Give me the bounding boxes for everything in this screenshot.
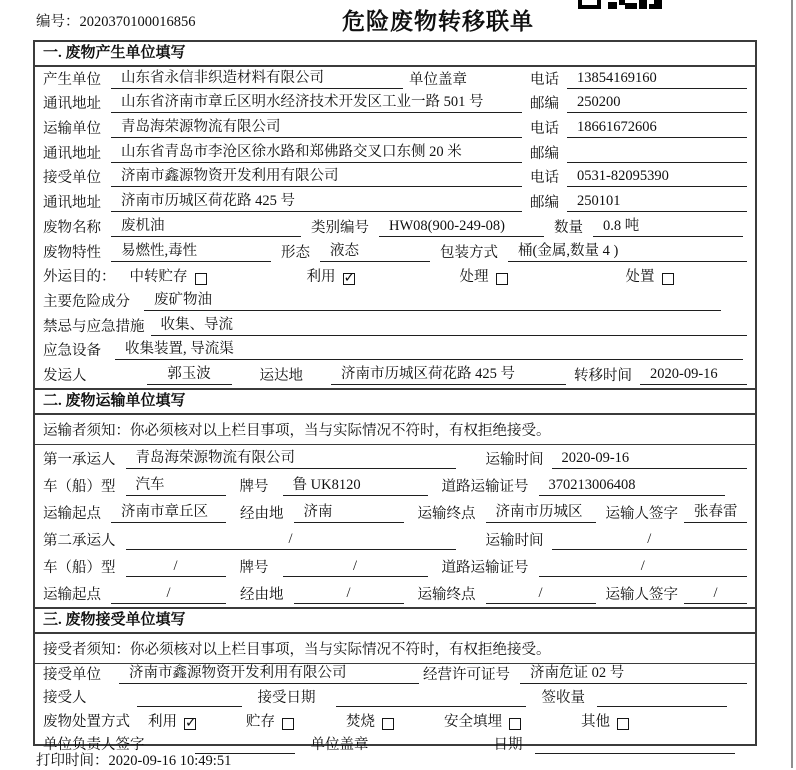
label-carrier-sign-2: 运输人签字 [605,586,678,603]
field-first-carrier: 青岛海荣源物流有限公司 [126,446,456,469]
label-road-permit-2: 道路运输证号 [441,559,529,576]
label-vehicle-type-1: 车（船）型 [43,478,116,495]
field-consignor: 郭玉波 [147,362,232,385]
label-unit-seal-receiver: 单位盖章 [310,736,369,753]
checkbox-treat [496,273,508,285]
receiver-notice: 接受者须知：你必须核对以上栏目事项，当与实际情况不符时，有权拒绝接受。 [35,634,755,664]
row-emergency-equipment [35,339,755,364]
row-second-carrier [35,526,755,553]
print-time [36,749,231,770]
label-receiver-unit: 接受单位 [43,170,101,187]
field-plate-2: / [283,558,428,577]
checkbox-label-disposal-storage: 贮存 [246,713,275,730]
section-producer [35,42,755,388]
field-accepting-unit: 济南市鑫源物资开发利用有限公司 [119,661,419,684]
row-transporter-unit [35,116,755,141]
page-title: 危险废物转移联单 [342,9,534,34]
row-accepting-unit [35,664,755,687]
checkbox-label-utilize: 利用 [306,269,336,286]
label-unit-seal: 单位盖章 [409,71,467,88]
label-category-code: 类别编号 [311,219,369,236]
field-receiver-unit: 济南市鑫源物资开发利用有限公司 [111,164,522,187]
label-license-no: 经营许可证号 [423,667,510,684]
label-plate-2: 牌号 [239,559,269,576]
checkbox-label-disposal-utilize: 利用 [148,713,177,730]
field-waste-name: 废机油 [111,214,301,237]
label-carrier-sign-1: 运输人签字 [605,505,678,522]
label-transporter-zip: 邮编 [530,145,559,162]
label-accepting-unit: 接受单位 [43,667,101,684]
row-receiver-unit [35,166,755,191]
label-transfer-date: 转移时间 [574,367,632,384]
document-number-label: 编号： [36,14,80,30]
label-disposal-method: 废物处置方式 [43,713,130,730]
label-form-state: 形态 [281,244,310,261]
label-origin-2: 运输起点 [43,586,101,603]
field-emergency-measures: 收集、导流 [151,313,748,336]
checkbox-disposal-landfill [509,718,521,730]
label-endpoint-1: 运输终点 [417,505,476,522]
label-transport-date-2: 运输时间 [485,532,544,549]
label-transport-date-1: 运输时间 [485,451,544,468]
label-vehicle-type-2: 车（船）型 [43,559,116,576]
checkbox-label-dispose: 处置 [625,269,655,286]
field-via-2: / [294,585,404,604]
field-endpoint-2: / [486,585,596,604]
field-main-hazard: 废矿物油 [144,288,721,311]
field-form-state: 液态 [320,239,430,262]
field-producer-phone: 13854169160 [567,70,747,89]
section-producer-title: 一. 废物产生单位填写 [35,42,755,67]
section-transport [35,388,755,607]
label-emergency-measures: 禁忌与应急措施 [43,318,145,335]
checkbox-label-disposal-incinerate: 焚烧 [346,713,375,730]
checkbox-utilize [343,273,355,285]
label-receiver-zip: 邮编 [530,195,559,212]
label-outbound-purpose: 外运目的： [43,269,116,286]
option-treat [460,265,508,286]
row-vehicle-1 [35,472,755,499]
checkbox-label-disposal-other: 其他 [581,713,610,730]
label-road-permit-1: 道路运输证号 [441,478,529,495]
row-producer-address [35,92,755,117]
label-emergency-equipment: 应急设备 [43,343,101,360]
label-accept-date: 接受日期 [257,690,316,707]
option-disposal-other [581,710,629,731]
label-transporter-address: 通讯地址 [43,145,101,162]
checkbox-disposal-other [617,718,629,730]
option-disposal-storage [246,710,294,731]
field-plate-1: 鲁 UK8120 [283,473,428,496]
field-category-code: HW08(900-249-08) [379,218,544,237]
label-receiver-address: 通讯地址 [43,195,101,212]
label-main-hazard: 主要危险成分 [43,293,130,310]
label-acceptor: 接受人 [43,690,87,707]
label-producer-zip: 邮编 [530,96,559,113]
option-utilize [307,265,355,286]
field-waste-property: 易燃性,毒性 [111,239,271,262]
transfer-form [33,40,757,753]
field-vehicle-type-1: 汽车 [126,473,226,496]
row-outbound-purpose [35,265,755,290]
label-producer-unit: 产生单位 [43,71,101,88]
option-disposal-incinerate [346,710,394,731]
field-producer-unit: 山东省永信非织造材料有限公司 [111,66,403,89]
row-waste-property [35,240,755,265]
row-emergency-measures [35,314,755,339]
field-carrier-sign-2: / [684,585,747,604]
label-received-amount: 签收量 [541,690,585,707]
checkbox-label-treat: 处理 [459,269,489,286]
field-transfer-date: 2020-09-16 [640,366,747,385]
label-producer-address: 通讯地址 [43,96,101,113]
label-date: 日期 [493,736,523,753]
row-transporter-address [35,141,755,166]
field-transport-date-1: 2020-09-16 [552,450,748,469]
checkbox-label-transfer-storage: 中转贮存 [129,269,188,286]
field-emergency-equipment: 收集装置, 导流渠 [115,337,743,360]
field-destination: 济南市历城区荷花路 425 号 [331,362,566,385]
option-disposal-landfill [444,710,521,731]
field-endpoint-1: 济南市历城区 [486,500,596,523]
field-road-permit-1: 370213006408 [539,477,726,496]
field-received-amount [597,688,727,707]
field-accept-date [336,688,526,707]
option-disposal-utilize [148,710,196,731]
row-route-2 [35,580,755,607]
field-transporter-phone: 18661672606 [567,119,747,138]
print-time-value: 2020-09-16 10:49:51 [108,753,232,769]
field-packaging: 桶(金属,数量 4 ) [508,239,747,262]
option-transfer-storage [130,265,207,286]
field-license-no: 济南危证 02 号 [520,661,747,684]
label-transporter-phone: 电话 [530,121,559,138]
label-quantity: 数量 [554,219,583,236]
checkbox-disposal-storage [282,718,294,730]
checkbox-label-disposal-landfill: 安全填埋 [444,713,502,730]
field-second-carrier: / [126,531,456,550]
field-carrier-sign-1: 张春雷 [684,500,747,523]
label-waste-property: 废物特性 [43,244,101,261]
field-receiver-zip: 250101 [567,193,747,212]
row-producer-unit [35,67,755,92]
row-route-1 [35,499,755,526]
row-consignor [35,363,755,388]
field-receiver-address: 济南市历城区荷花路 425 号 [111,189,522,212]
label-responsible-sign: 单位负责人签字 [43,736,145,753]
section-receiver-title: 三. 废物接受单位填写 [35,607,755,634]
field-receiver-phone: 0531-82095390 [567,168,747,187]
label-destination: 运达地 [259,367,303,384]
checkbox-disposal-incinerate [382,718,394,730]
label-plate-1: 牌号 [239,478,269,495]
label-receiver-phone: 电话 [530,170,559,187]
label-producer-phone: 电话 [530,71,559,88]
row-first-carrier [35,445,755,472]
row-waste-name [35,215,755,240]
field-transporter-unit: 青岛海荣源物流有限公司 [111,115,522,138]
field-transporter-address: 山东省青岛市李沧区徐水路和郑佛路交叉口东侧 20 米 [111,140,522,163]
field-road-permit-2: / [539,558,748,577]
field-vehicle-type-2: / [126,558,226,577]
row-vehicle-2 [35,553,755,580]
label-second-carrier: 第二承运人 [43,532,116,549]
field-transporter-zip [567,144,747,163]
checkbox-transfer-storage [195,273,207,285]
field-via-1: 济南 [294,500,404,523]
document-number-value: 2020370100016856 [79,14,196,30]
label-endpoint-2: 运输终点 [417,586,476,603]
checkbox-disposal-utilize [184,718,196,730]
field-producer-zip: 250200 [567,94,747,113]
field-quantity: 0.8 吨 [593,214,743,237]
label-consignor: 发运人 [43,367,87,384]
row-receiver-address [35,190,755,215]
field-transport-date-2: / [552,531,748,550]
row-disposal-method [35,710,755,733]
field-origin-1: 济南市章丘区 [111,500,226,523]
field-origin-2: / [111,585,226,604]
field-date [535,735,736,754]
transport-notice: 运输者须知：你必须核对以上栏目事项，当与实际情况不符时，有权拒绝接受。 [35,415,755,445]
checkbox-dispose [662,273,674,285]
label-via-1: 经由地 [240,505,284,522]
label-first-carrier: 第一承运人 [43,451,116,468]
section-receiver [35,607,755,757]
page-right-edge [791,0,793,768]
row-acceptor [35,687,755,710]
field-acceptor [137,688,242,707]
section-transport-title: 二. 废物运输单位填写 [35,388,755,415]
label-transporter-unit: 运输单位 [43,121,101,138]
field-producer-address: 山东省济南市章丘区明水经济技术开发区工业一路 501 号 [111,90,522,113]
print-time-label: 打印时间： [36,753,109,769]
label-packaging: 包装方式 [440,244,498,261]
label-origin-1: 运输起点 [43,505,101,522]
label-via-2: 经由地 [240,586,284,603]
option-dispose [626,265,674,286]
row-main-hazard [35,289,755,314]
label-waste-name: 废物名称 [43,219,101,236]
